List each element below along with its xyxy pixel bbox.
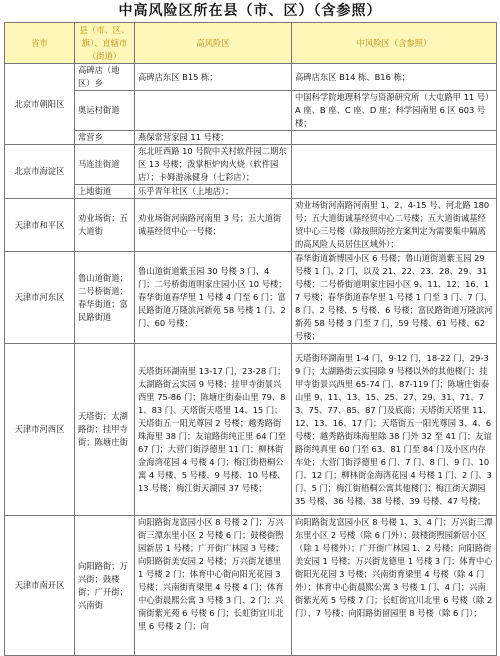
street-cell: 鲁山道街道；二号桥街道；春华街道；富民路街道: [75, 252, 135, 344]
street-cell: 天塔街；太湖路街；挂甲寺街；陈塘庄街: [75, 344, 135, 516]
table-row: [5, 64, 497, 91]
mid-risk-cell: [292, 185, 497, 199]
mid-risk-cell: 中国科学院地理科学与资源研究所（大屯路甲 11 号）A 座、B 座、C 座、D 座；科学园南里 6 区 603 号楼；: [292, 91, 497, 131]
table-row: [5, 252, 497, 344]
high-risk-cell: 天塔街环湖南里 13-17 门，23-28 门；太湖路街云实园 9 号楼；挂甲寺街景兴西里 75-86 门；陈塘庄街泰山里 79、81、83 门、天塔街天塔里 14、15 门；天塔街五一阳光尊园 2 号楼；越秀路街珠海里 38 门；友谊路街纯正里 64 门至 67 门；大营门街浮德里 11 门；柳林街金海湾花园 4 号楼 4 门；梅江街梧桐公寓 4 号楼、5 号楼、9 号楼、10 号楼、13 号楼；梅江街天湖园 37 号楼；: [135, 344, 292, 516]
header-province: 省市: [5, 23, 75, 64]
high-risk-cell: 劝业场街河南路河南里 3 号；五大道街诚基经贸中心一号楼；: [135, 199, 292, 252]
header-county: 县（市、区、旗）、直辖市（街道）: [75, 23, 135, 64]
header-high-risk: 高风险区: [135, 23, 292, 64]
high-risk-cell: 高碑店东区 B15 栋；: [135, 64, 292, 91]
table-row: [5, 131, 497, 145]
province-cell: 北京市海淀区: [5, 145, 75, 199]
street-cell: 奥运村街道: [75, 91, 135, 131]
street-cell: 马连洼街道: [75, 145, 135, 185]
table-row: [5, 199, 497, 252]
table-row: [5, 344, 497, 516]
province-cell: 天津市河西区: [5, 344, 75, 516]
province-cell: 天津市河东区: [5, 252, 75, 344]
high-risk-cell: 东北旺西路 10 号院中关村软件园二期东区 13 号楼；泼掌柜炉肉火烧（软件园店）；卡姆游泳健身（七彩店）；: [135, 145, 292, 185]
mid-risk-cell: 劝业场街河南路河南里 1、2、4-15 号、河北路 180 号；五大道街诚基经贸中心二号楼；五大道街诚基经贸中心三号楼（除按照防控方案判定为需要集中隔离的高风险人员居住区域外）；: [292, 199, 497, 252]
mid-risk-cell: [292, 145, 497, 185]
street-cell: 高碑店（地区）乡: [75, 64, 135, 91]
table-row: [5, 516, 497, 656]
province-cell: 天津市南开区: [5, 516, 75, 656]
mid-risk-cell: 高碑店东区 B14 栋、B16 栋；: [292, 64, 497, 91]
street-cell: 上地街道: [75, 185, 135, 199]
table-row: [5, 145, 497, 185]
street-cell: 向阳路街；万兴街；鼓楼街；广开街；兴南街: [75, 516, 135, 656]
high-risk-cell: 向阳路街龙富园小区 8 号楼 2 门；万兴街三潭东里小区 2 号楼 6 门；鼓楼街煦园新居 1 号楼；广开街广林园 3 号楼；向阳路街美安园 2 号楼；万兴街龙德里 1 号楼 2 门；体育中心街向阳光花园 3 号楼；兴南街育梁里 4 号楼 4 门；体育中心街晨熙公寓 3 号楼 3 门、2 门；兴南街紫光苑 6 号楼 6 门；长虹街宜川北里 6 号楼 2 门；向: [135, 516, 292, 656]
table-header-row: [5, 23, 497, 64]
mid-risk-cell: [292, 131, 497, 145]
street-cell: 常营乡: [75, 131, 135, 145]
header-mid-risk: 中风险区（含参照）: [292, 23, 497, 64]
high-risk-cell: 燕保常营家园 11 号楼；: [135, 131, 292, 145]
mid-risk-cell: 春华街道新博园小区 6 号楼；鲁山道街道紫玉园 29 号楼 1 门、2 门，以及 21、22、23、28、29、31 号楼；二号桥街道明家庄园小区 9、11、12、16、17 号楼；春华街道春华里 1 号楼 1 门至 3 门、7 门、8 门、2 号楼、5 号楼、6 号楼；富民路街道万隆滨河新苑 58 号楼 3 门至 7 门，59 号楼、61 号楼、62 号楼；: [292, 252, 497, 344]
high-risk-cell: 乐乎青年社区（上地店）；: [135, 185, 292, 199]
table-row: [5, 185, 497, 199]
high-risk-cell: 鲁山道街道紫玉园 30 号楼 3 门、4 门；二号桥街道明家庄园小区 10 号楼；春华街道春华里 1 号楼 4 门至 6 门；富民路街道万隆滨河新苑 58 号楼 1 门、2 门、60 号楼；: [135, 252, 292, 344]
page-title: 中高风险区所在县（市、区）（含参照）: [118, 3, 382, 19]
province-cell: 北京市朝阳区: [5, 64, 75, 145]
risk-area-table: [4, 22, 497, 656]
mid-risk-cell: 向阳路街龙富园小区 8 号楼 1、3、4 门；万兴街三潭东里小区 2 号楼（除 6 门外）；鼓楼街煦园新居小区（除 1 号楼外）；广开街广林园 1、2 号楼；向阳路街美安园 1 号楼；万兴街龙德里 1 号楼 3 门；体育中心街阳光花园 3 号楼；兴南街育梁里 4 号楼（除 4 门外）；体育中心街晨熙公寓 3 号楼 1 门、4 门；兴南街紫光苑 5 号楼 7 门；长虹街宜川北里 6 号楼（除 2 门）、7 号楼；向阳路街留园里 8 号楼（除 6 门）；: [292, 516, 497, 656]
province-cell: 天津市和平区: [5, 199, 75, 252]
street-cell: 劝业场街；五大道街: [75, 199, 135, 252]
high-risk-cell: [135, 91, 292, 131]
table-row: [5, 91, 497, 131]
mid-risk-cell: 天塔街环湖南里 1-4 门，9-12 门，18-22 门，29-39 门；太湖路街云实园除 9 号楼以外的其他楼门；挂甲寺街景兴西里 65-74 门、87-119 门；陈塘庄街泰山里 9、11、13、15、25、27、29、31、71、73、75、77、85、87 门及底商；天塔街天塔里 11、12、13、16、17 门；天塔街五一阳光尊园 3、4、6 号楼；越秀路街珠海里除 38 门外 32 至 41 门；友谊路街纯真里 60 门至 63、81 门至 84 门及小区内存车处；大营门街浮德里 6 门、7 门、8 门、9 门、10 门、12 门；柳林街金海湾花园 4 号楼 1 门、2 门、3 门、5 门；梅江街梧桐公寓其他楼门；梅江街天湖园 35 号楼、36 号楼、38 号楼、39 号楼、47 号楼；: [292, 344, 497, 516]
